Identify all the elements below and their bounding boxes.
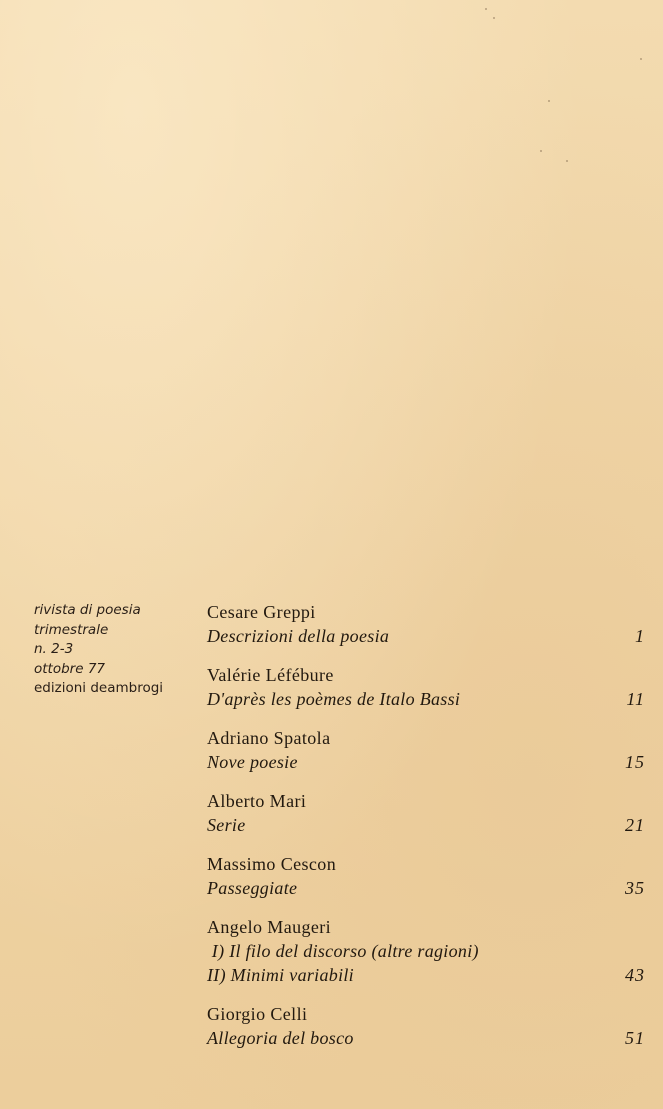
toc-author: Cesare Greppi xyxy=(207,602,316,622)
toc-entry xyxy=(207,663,645,711)
colophon-publisher: edizioni deambrogi xyxy=(34,680,164,696)
colophon-date: ottobre 77 xyxy=(34,660,106,677)
toc-author: Angelo Maugeri xyxy=(207,917,332,937)
toc-title: I) Il filo del discorso (altre ragioni) xyxy=(207,941,479,961)
paper-speck xyxy=(548,100,550,102)
toc-title: Serie xyxy=(207,815,246,835)
toc-title: Passeggiate xyxy=(207,878,298,898)
paper-speck xyxy=(493,17,495,19)
colophon-issue-number: n. 2-3 xyxy=(34,641,74,657)
toc-title: II) Minimi variabili xyxy=(207,965,354,985)
toc-page-number: 1 xyxy=(635,626,645,646)
toc-page-number: 11 xyxy=(626,689,645,709)
toc-page-number: 21 xyxy=(625,815,645,835)
toc-entry xyxy=(207,915,645,987)
paper-speck xyxy=(566,160,568,162)
toc-page-number: 51 xyxy=(625,1028,645,1048)
toc-entry xyxy=(207,852,645,900)
toc-author: Giorgio Celli xyxy=(207,1004,308,1024)
colophon xyxy=(34,601,163,699)
paper-speck xyxy=(540,150,542,152)
toc-title: Nove poesie xyxy=(207,752,298,772)
toc-entry xyxy=(207,1002,645,1050)
table-of-contents xyxy=(207,600,645,1065)
toc-author: Alberto Mari xyxy=(207,791,307,811)
toc-page-number: 35 xyxy=(625,878,645,898)
toc-author: Adriano Spatola xyxy=(207,728,331,748)
toc-entry xyxy=(207,600,645,648)
toc-page-number: 15 xyxy=(625,752,645,772)
toc-author: Massimo Cescon xyxy=(207,854,337,874)
colophon-journal-type: rivista di poesia xyxy=(34,602,141,618)
toc-entry xyxy=(207,726,645,774)
colophon-frequency: trimestrale xyxy=(34,621,109,638)
paper-speck xyxy=(640,58,642,60)
toc-title: Allegoria del bosco xyxy=(207,1028,354,1048)
toc-entry xyxy=(207,789,645,837)
toc-title: D'après les poèmes de Italo Bassi xyxy=(207,689,461,709)
toc-author: Valérie Léfébure xyxy=(207,665,334,685)
toc-page-number: 43 xyxy=(625,965,645,985)
paper-speck xyxy=(485,8,487,10)
toc-title: Descrizioni della poesia xyxy=(207,626,390,646)
